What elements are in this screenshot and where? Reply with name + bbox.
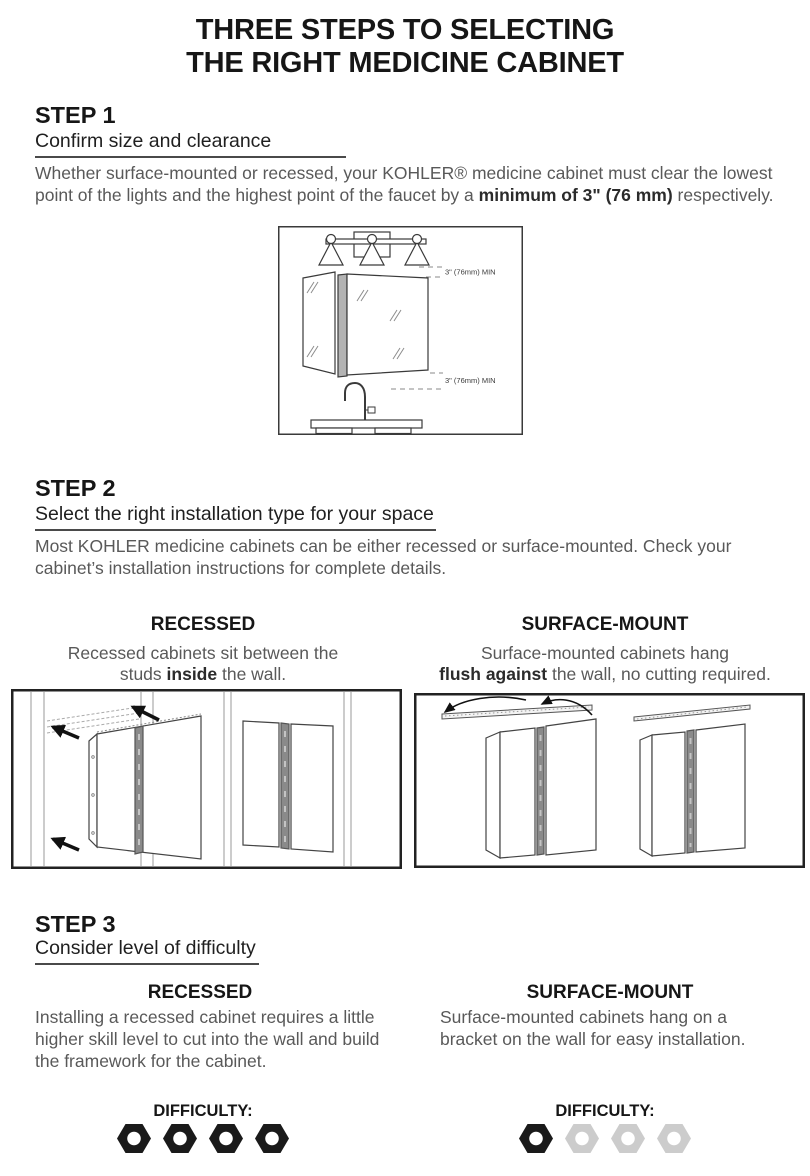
hex-nut-icon-filled bbox=[209, 1124, 243, 1153]
step2-body-line2: cabinet’s installation instructions for complete details. bbox=[35, 558, 447, 578]
recessed-difficulty-rating bbox=[103, 1124, 303, 1153]
hex-nut-icon-empty bbox=[657, 1124, 691, 1153]
clearance-label-bottom: 3" (76mm) MIN bbox=[445, 376, 496, 385]
step3-surface-heading: SURFACE-MOUNT bbox=[526, 982, 694, 1003]
hex-nut-icon-filled bbox=[519, 1124, 553, 1153]
installed-recessed-cabinet-icon bbox=[243, 721, 333, 852]
step3-surface-desc: Surface-mounted cabinets hang on a bracket on the wall for easy installation. bbox=[440, 1007, 746, 1049]
step1-subtitle-wrap bbox=[35, 130, 346, 158]
step3-recessed-desc: Installing a recessed cabinet requires a little higher skill level to cut into the wall and build the framework for the cabinet. bbox=[35, 1007, 380, 1071]
surface-difficulty-rating bbox=[505, 1124, 705, 1153]
surface-mount-install-diagram bbox=[414, 693, 805, 868]
hex-nut-icon-filled bbox=[255, 1124, 289, 1153]
recessed-install-diagram bbox=[11, 689, 402, 869]
page-title-line2: THE RIGHT MEDICINE CABINET bbox=[186, 47, 624, 79]
step3-subtitle-wrap bbox=[35, 937, 259, 965]
step2-label: STEP 2 bbox=[35, 475, 116, 501]
step3-label: STEP 3 bbox=[35, 911, 116, 937]
step1-body-line1: Whether surface-mounted or recessed, your KOHLER® medicine cabinet must clear the lowest bbox=[35, 163, 773, 183]
step2-subtitle-wrap bbox=[35, 503, 436, 531]
step2-body bbox=[35, 535, 795, 579]
clearance-diagram bbox=[278, 226, 523, 435]
recessed-cabinet-icon bbox=[89, 714, 201, 859]
step1-body-line2: point of the lights and the highest point of the faucet by a minimum of 3" (76 mm) respectively. bbox=[35, 185, 774, 205]
hex-nut-icon-empty bbox=[565, 1124, 599, 1153]
step2-recessed-heading: RECESSED bbox=[150, 614, 256, 635]
medicine-cabinet-icon bbox=[303, 272, 428, 377]
step1-subtitle: Confirm size and clearance bbox=[35, 130, 346, 158]
step2-subtitle: Select the right installation type for your space bbox=[35, 503, 436, 531]
clearance-label-top: 3" (76mm) MIN bbox=[445, 267, 496, 277]
step2-body-line1: Most KOHLER medicine cabinets can be either recessed or surface-mounted. Check your bbox=[35, 536, 732, 556]
step2-surface-desc: Surface-mounted cabinets hang flush against the wall, no cutting required. bbox=[439, 643, 771, 684]
recessed-difficulty-label: DIFFICULTY: bbox=[153, 1102, 253, 1120]
page-title-line1: THREE STEPS TO SELECTING bbox=[195, 14, 615, 46]
surface-cabinet-icon bbox=[486, 719, 596, 858]
step3-recessed-heading: RECESSED bbox=[147, 982, 253, 1003]
page-title bbox=[0, 14, 810, 80]
hex-nut-icon-empty bbox=[611, 1124, 645, 1153]
step2-surface-heading: SURFACE-MOUNT bbox=[521, 614, 689, 635]
step2-recessed-desc: Recessed cabinets sit between the studs inside the wall. bbox=[67, 643, 339, 684]
surface-cabinet-installed-icon bbox=[640, 724, 745, 856]
surface-difficulty-label: DIFFICULTY: bbox=[555, 1102, 655, 1120]
step1-label: STEP 1 bbox=[35, 102, 116, 128]
hex-nut-icon-filled bbox=[163, 1124, 197, 1153]
hex-nut-icon-filled bbox=[117, 1124, 151, 1153]
clearance-emphasis: minimum of 3" (76 mm) bbox=[478, 185, 673, 205]
step3-subtitle: Consider level of difficulty bbox=[35, 937, 259, 965]
step1-body bbox=[35, 162, 795, 206]
diagram-border bbox=[12, 690, 401, 868]
